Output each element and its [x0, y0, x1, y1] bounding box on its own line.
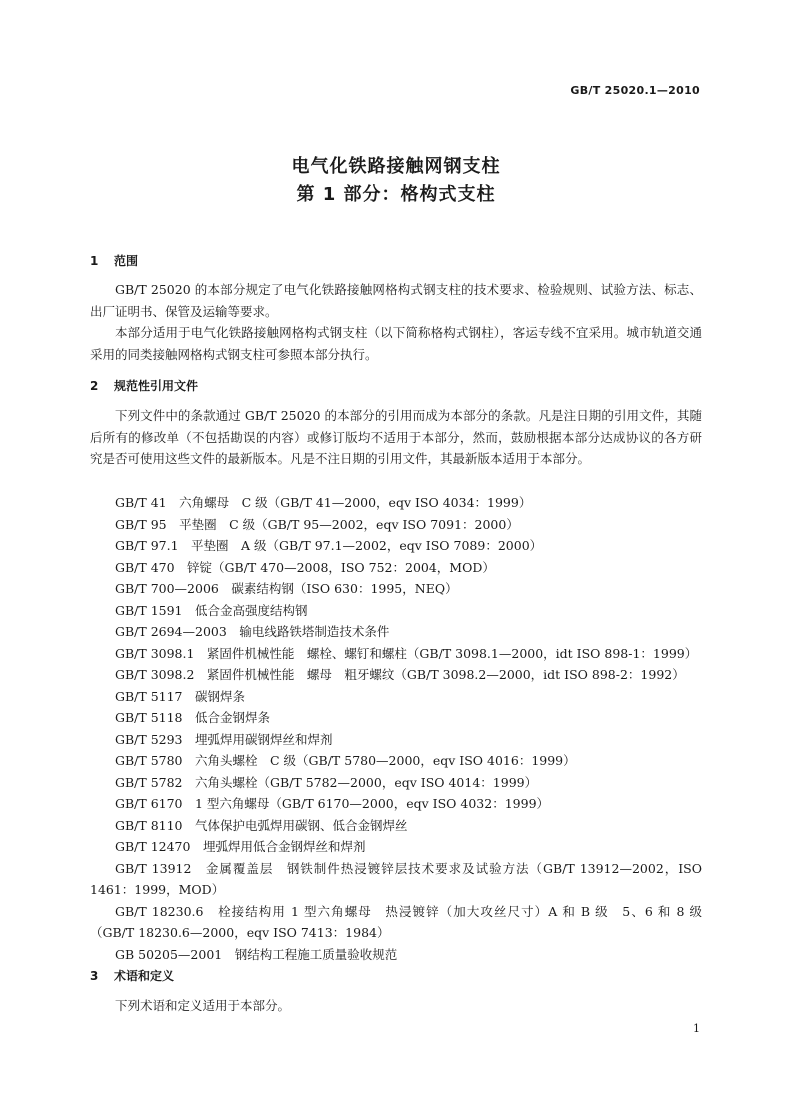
reference-item: GB/T 95 平垫圈 C 级（GB/T 95—2002，eqv ISO 7091：2000） [115, 516, 519, 532]
reference-item: GB/T 8110 气体保护电弧焊用碳钢、低合金钢焊丝 [115, 817, 408, 833]
section-2-heading [90, 377, 198, 394]
document-subtitle: 第 1 部分：格构式支柱 [296, 184, 496, 205]
section-title: 术语和定义 [114, 969, 175, 983]
reference-item: GB/T 41 六角螺母 C 级（GB/T 41—2000，eqv ISO 4034：1999） [115, 495, 532, 510]
reference-item: GB/T 3098.2 紧固件机械性能 螺母 粗牙螺纹（GB/T 3098.2—2000，idt ISO 898-2：1992） [115, 667, 685, 682]
document-title: 电气化铁路接触网钢支柱 [291, 156, 501, 177]
reference-list [90, 492, 702, 965]
section-3-heading [90, 967, 174, 984]
paragraph: 下列文件中的条款通过 GB/T 25020 的本部分的引用而成为本部分的条款。凡是注日期的引用文件，其随后所有的修改单（不包括勘误的内容）或修订版均不适用于本部分，然而，鼓励根据本部分达成协议的各方研究是否可使用这些文件的最新版本。凡是不注日期的引用文件，其最新版本适用于本部分。 [90, 408, 702, 466]
reference-item: GB/T 5118 低合金钢焊条 [115, 710, 271, 725]
paragraph: 下列术语和定义适用于本部分。 [115, 998, 291, 1013]
section-1-heading [90, 252, 138, 269]
paragraph: 本部分适用于电气化铁路接触网格构式钢支柱（以下简称格构式钢柱），客运专线不宜采用。城市轨道交通采用的同类接触网格构式钢支柱可参照本部分执行。 [90, 325, 702, 362]
reference-item: GB/T 2694—2003 输电线路铁塔制造技术条件 [115, 624, 390, 639]
reference-item: GB/T 18230.6 栓接结构用 1 型六角螺母 热浸镀锌（加大攻丝尺寸）A 和 B 级 5、6 和 8 级（GB/T 18230.6—2000，eqv ISO 7413：1984） [90, 903, 702, 940]
page-number: 1 [693, 1022, 700, 1035]
section-number: 1 [90, 254, 99, 268]
reference-item: GB/T 5780 六角头螺栓 C 级（GB/T 5780—2000，eqv ISO 4016：1999） [115, 753, 576, 768]
section-title: 范围 [114, 254, 139, 268]
reference-item: GB/T 5117 碳钢焊条 [115, 688, 246, 704]
reference-item: GB/T 470 锌锭（GB/T 470—2008，ISO 752：2004，MOD） [115, 559, 495, 575]
reference-item: GB/T 13912 金属覆盖层 钢铁制件热浸镀锌层技术要求及试验方法（GB/T 13912—2002，ISO 1461：1999，MOD） [90, 860, 702, 897]
reference-item: GB/T 3098.1 紧固件机械性能 螺栓、螺钉和螺柱（GB/T 3098.1—2000，idt ISO 898-1：1999） [115, 645, 698, 661]
paragraph: GB/T 25020 的本部分规定了电气化铁路接触网格构式钢支柱的技术要求、检验规则、试验方法、标志、出厂证明书、保管及运输等要求。 [90, 282, 702, 319]
section-number: 3 [90, 969, 99, 983]
standard-number: GB/T 25020.1—2010 [570, 84, 700, 97]
reference-item: GB 50205—2001 钢结构工程施工质量验收规范 [115, 946, 398, 962]
reference-item: GB/T 12470 埋弧焊用低合金钢焊丝和焊剂 [115, 839, 366, 854]
reference-item: GB/T 6170 1 型六角螺母（GB/T 6170—2000，eqv ISO 4032：1999） [115, 796, 550, 811]
reference-item: GB/T 5782 六角头螺栓（GB/T 5782—2000，eqv ISO 4014：1999） [115, 774, 538, 790]
reference-item: GB/T 1591 低合金高强度结构钢 [115, 602, 308, 618]
section-number: 2 [90, 379, 99, 393]
reference-item: GB/T 700—2006 碳素结构钢（ISO 630：1995，NEQ） [115, 581, 458, 596]
section-title: 规范性引用文件 [114, 379, 199, 393]
reference-item: GB/T 5293 埋弧焊用碳钢焊丝和焊剂 [115, 731, 333, 747]
reference-item: GB/T 97.1 平垫圈 A 级（GB/T 97.1—2002，eqv ISO 7089：2000） [115, 538, 543, 553]
